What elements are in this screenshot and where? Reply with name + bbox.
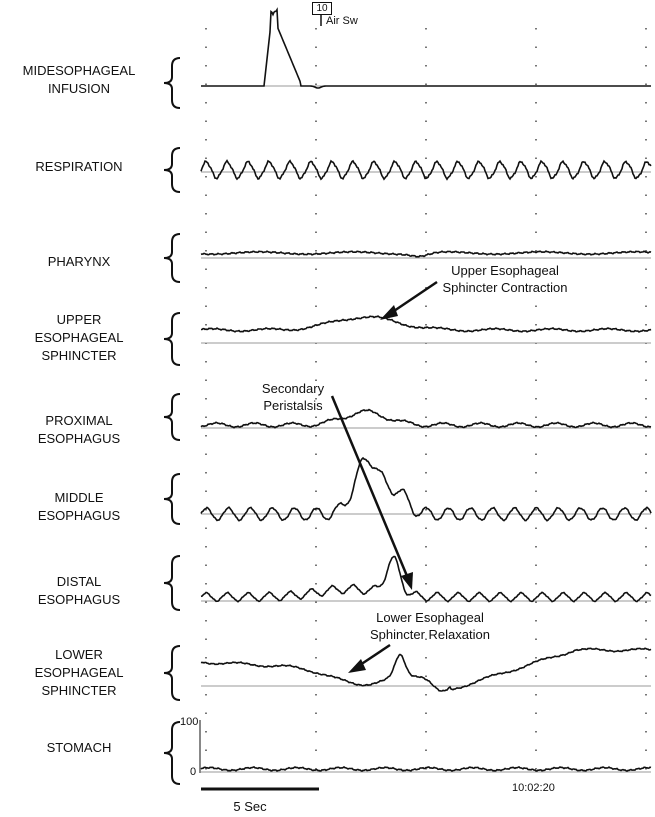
brace-stomach	[164, 722, 180, 784]
label-lower-esophageal-sphincter: LOWER ESOPHAGEAL SPHINCTER	[34, 647, 124, 698]
brace-lower-esophageal-sphincter	[164, 646, 180, 700]
marker-label: Air Sw	[326, 15, 358, 27]
label-middle-esophagus: MIDDLE ESOPHAGUS	[37, 490, 121, 523]
time-bar-label: 5 Sec	[233, 799, 267, 814]
label-midesophageal-infusion: MIDESOPHAGEAL INFUSION	[22, 63, 136, 96]
y-top-label: 100	[180, 716, 199, 728]
y-bottom-label: 0	[190, 766, 197, 778]
brace-pharynx	[164, 234, 180, 282]
brace-upper-esophageal-sphincter	[164, 313, 180, 365]
label-distal-esophagus: DISTAL ESOPHAGUS	[37, 574, 121, 607]
les-arrowhead	[348, 659, 366, 673]
label-pharynx: PHARYNX	[47, 254, 111, 269]
middle-esophagus-trace	[201, 458, 651, 521]
brace-distal-esophagus	[164, 556, 180, 610]
brace-midesophageal-infusion	[164, 58, 180, 108]
timestamp: 10:02:20	[512, 782, 555, 794]
proximal-esophagus-trace	[201, 410, 651, 428]
label-stomach: STOMACH	[46, 740, 112, 755]
brace-respiration	[164, 148, 180, 192]
ues-arrowhead	[380, 305, 398, 320]
marker-box: 10	[312, 2, 332, 15]
brace-proximal-esophagus	[164, 394, 180, 440]
brace-middle-esophagus	[164, 474, 180, 524]
label-upper-esophageal-sphincter: UPPER ESOPHAGEAL SPHINCTER	[34, 312, 124, 363]
pharynx-trace	[201, 251, 651, 257]
midesophageal-infusion-trace	[201, 10, 651, 88]
distal-esophagus-trace	[201, 557, 651, 602]
pressure-traces	[200, 10, 651, 773]
peristalsis-arrowhead	[401, 572, 413, 590]
les-arrow	[360, 645, 390, 665]
peristalsis-arrow	[332, 396, 407, 576]
les-relaxation-note: Lower Esophageal Sphincter Relaxation	[370, 610, 490, 642]
ues-contraction-note: Upper Esophageal Sphincter Contraction	[442, 263, 568, 295]
label-respiration: RESPIRATION	[35, 159, 123, 174]
lower-esophageal-sphincter-trace	[201, 648, 651, 691]
secondary-peristalsis-note: Secondary Peristalsis	[261, 381, 325, 413]
channel-braces	[164, 58, 180, 784]
label-proximal-esophagus: PROXIMAL ESOPHAGUS	[37, 413, 121, 446]
ues-arrow	[391, 282, 437, 313]
